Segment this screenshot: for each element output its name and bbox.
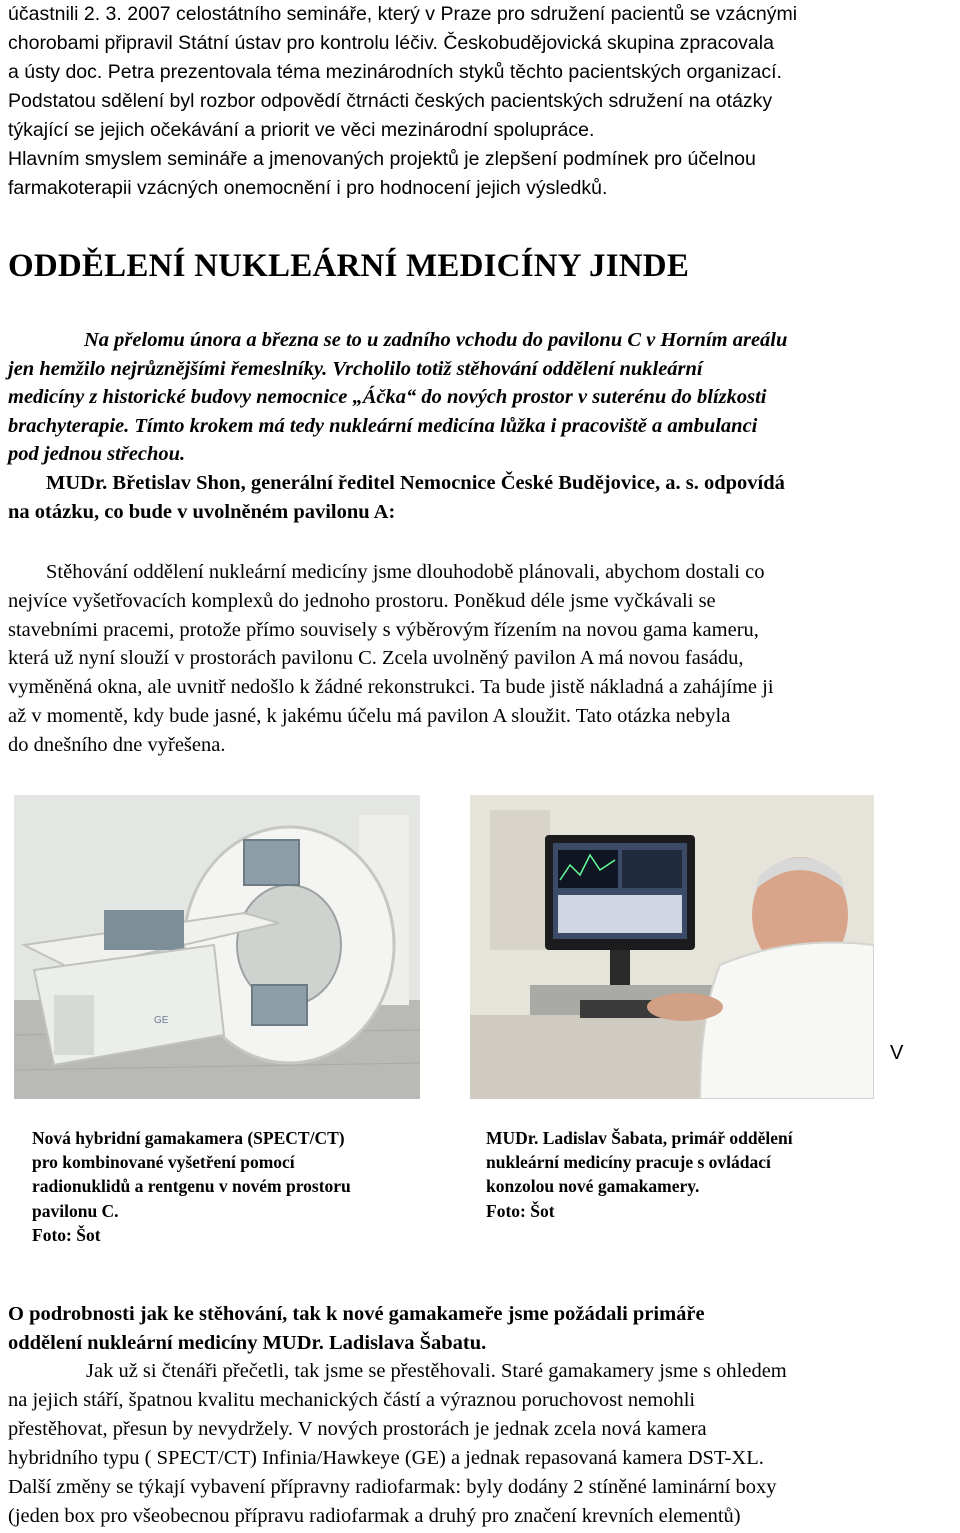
answer-line: do dnešního dne vyřešena. [8, 733, 226, 756]
interview-answer-line: přestěhovat, přesun by nevydržely. V nových prostorách je jednak zcela nová kamera [8, 1418, 707, 1440]
intro-line: Podstatou sdělení byl rozbor odpovědí čtrnácti českých pacientských sdružení na otázky [8, 90, 773, 112]
caption-line: Nová hybridní gamakamera (SPECT/CT) [32, 1128, 345, 1148]
question-line: oddělení nukleární medicíny MUDr. Ladislava Šabatu. [8, 1331, 487, 1354]
stray-letter: V [890, 1042, 904, 1064]
photo1-caption [32, 1126, 432, 1247]
interview-answer-line: (jeden box pro všeobecnou přípravu radiofarmak a druhý pro značení krevních elementů) [8, 1505, 741, 1527]
interview-answer-line: Další změny se týkají vybavení přípravny radiofarmak: byly dodány 2 stíněné laminární boxy [8, 1476, 777, 1498]
caption-credit: Foto: Šot [32, 1224, 101, 1245]
intro-line: týkající se jejich očekávání a priorit ve věci mezinárodní spolupráce. [8, 119, 595, 141]
caption-line: pavilonu C. [32, 1200, 119, 1221]
intro-line: a ústy doc. Petra prezentovala téma mezinárodních styků těchto pacientských organizací. [8, 61, 782, 83]
caption-line: MUDr. Ladislav Šabata, primář oddělení [486, 1128, 793, 1148]
photo2-caption [486, 1126, 886, 1223]
interview-question [8, 1300, 956, 1357]
answer-line: která už nyní slouží v prostorách pavilonu C. Zcela uvolněný pavilon A má novou fasádu, [8, 647, 744, 670]
interview-answer-line: hybridního typu ( SPECT/CT) Infinia/Hawkeye (GE) a jednak repasovaná kamera DST-XL. [8, 1447, 764, 1469]
doctor-console-photo [470, 795, 874, 1099]
article-lead [8, 326, 956, 526]
caption-line: nukleární medicíny pracuje s ovládací [486, 1152, 771, 1173]
lead-line: brachyterapie. Tímto krokem má tedy nukleární medicína lůžka i pracoviště a ambulanci [8, 414, 758, 437]
lead-line: Na přelomu února a března se to u zadního vchodu do pavilonu C v Horním areálu [84, 329, 788, 351]
answer-line: vyměněná okna, ale uvnitř nedošlo k žádné rekonstrukci. Ta bude jistě nákladná a zahájíme ji [8, 676, 774, 699]
answer-line: až v momentě, kdy bude jasné, k jakému účelu má pavilon A sloužit. Tato otázka nebyla [8, 704, 731, 727]
caption-line: pro kombinované vyšetření pomocí [32, 1152, 295, 1173]
intro-line: farmakoterapii vzácných onemocnění i pro hodnocení jejich výsledků. [8, 177, 608, 199]
intro-paragraph [8, 0, 958, 203]
caption-line: radionuklidů a rentgenu v novém prostoru [32, 1176, 351, 1197]
lead-line: jen hemžilo nejrůznějšími řemeslníky. Vrcholilo totiž stěhování oddělení nukleární [8, 357, 703, 380]
lead-line: medicíny z historické budovy nemocnice „Áčka“ do nových prostor v suterénu do blízkosti [8, 386, 767, 409]
question-line: O podrobnosti jak ke stěhování, tak k nové gamakameře jsme požádali primáře [8, 1303, 705, 1325]
director-answer [8, 558, 956, 760]
interview-answer [8, 1357, 958, 1531]
answer-line: stavebními pracemi, protože přímo souvisely s výběrovým řízením na novou gama kameru, [8, 618, 759, 641]
lead-line: pod jednou střechou. [8, 443, 186, 466]
director-intro-line: MUDr. Břetislav Shon, generální ředitel Nemocnice České Budějovice, a. s. odpovídá [46, 471, 785, 494]
gamma-camera-photo [14, 795, 420, 1099]
caption-line: konzolou nové gamakamery. [486, 1176, 700, 1197]
intro-line: chorobami připravil Státní ústav pro kontrolu léčiv. Českobudějovická skupina zpracovala [8, 32, 774, 54]
article-heading: ODDĚLENÍ NUKLEÁRNÍ MEDICÍNY JINDE [8, 248, 690, 284]
answer-line: Stěhování oddělení nukleární medicíny jsme dlouhodobě plánovali, abychom dostali co [46, 561, 765, 583]
interview-answer-line: Jak už si čtenáři přečetli, tak jsme se přestěhovali. Staré gamakamery jsme s ohledem [86, 1360, 787, 1382]
answer-line: nejvíce vyšetřovacích komplexů do jednoho prostoru. Poněkud déle jsme vyčkávali se [8, 589, 716, 612]
svg-text:GE: GE [154, 1015, 169, 1026]
intro-line: Hlavním smyslem semináře a jmenovaných projektů je zlepšení podmínek pro účelnou [8, 148, 756, 170]
caption-credit: Foto: Šot [486, 1200, 555, 1221]
director-intro-line: na otázku, co bude v uvolněném pavilonu A: [8, 500, 396, 523]
interview-answer-line: na jejich stáří, špatnou kvalitu mechanických částí a výraznou poruchovost nemohli [8, 1389, 696, 1411]
intro-line: účastnili 2. 3. 2007 celostátního semináře, který v Praze pro sdružení pacientů se vzácnými [8, 3, 798, 25]
